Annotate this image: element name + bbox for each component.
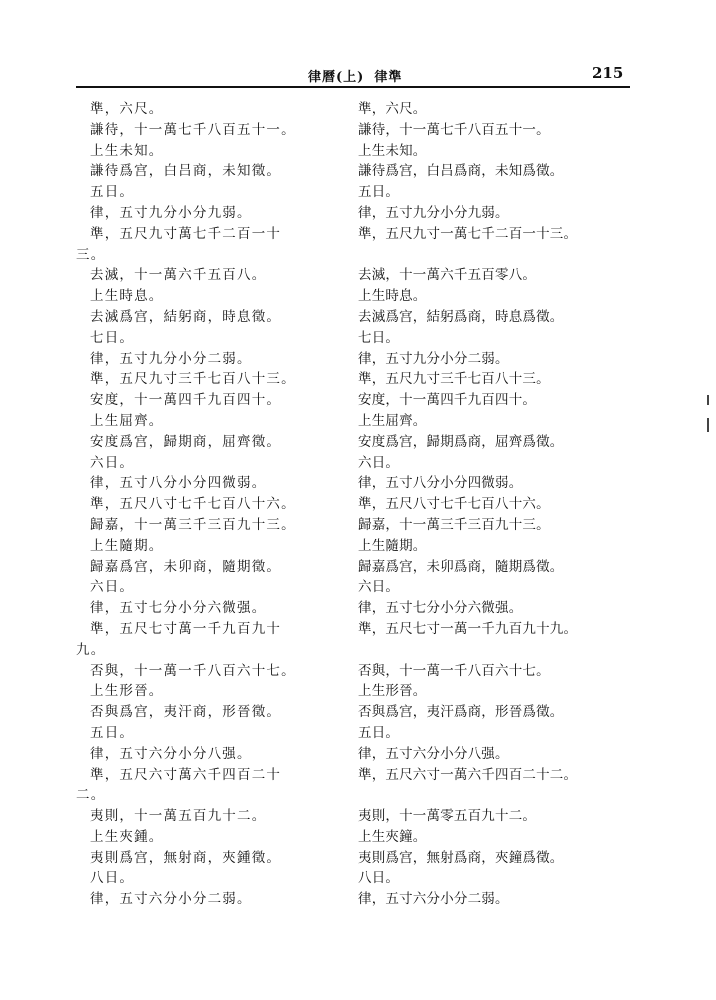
text-line: 謙待爲宫，白吕爲商，未知爲徵。 (358, 163, 564, 180)
text-line: 準，五尺九寸三千七百八十三。 (358, 371, 550, 388)
text-line: 八日。 (358, 870, 400, 887)
text-line: 上生屈齊。 (90, 412, 164, 429)
text-line: 上生隨期。 (90, 537, 164, 554)
text-line: 六日。 (358, 579, 400, 596)
chapter-title: 律曆(上) (308, 70, 365, 85)
text-line: 六日。 (90, 454, 135, 471)
text-line: 夷則，十一萬五百九十二。 (90, 808, 267, 825)
text-line: 夷則爲宫，無射爲商，夾鐘爲徵。 (358, 849, 564, 866)
text-line: 上生未知。 (358, 142, 427, 159)
text-line: 準，五尺七寸一萬一千九百九十九。 (358, 620, 578, 637)
text-line: 律，五寸九分小分九弱。 (90, 204, 252, 221)
text-line: 安度爲宫，歸期爲商，屈齊爲徵。 (358, 433, 564, 450)
text-line: 九。 (76, 641, 106, 658)
running-title (308, 66, 402, 85)
text-line: 否與，十一萬一千八百六十七。 (90, 662, 296, 679)
text-line: 歸嘉，十一萬三千三百九十三。 (90, 516, 296, 533)
text-line: 上生未知。 (90, 142, 164, 159)
text-line: 律，五寸七分小分六微强。 (358, 600, 523, 617)
text-line: 三。 (76, 246, 106, 263)
text-line: 上生夾鍾。 (90, 828, 164, 845)
text-line: 去滅爲宫，結躬爲商，時息爲徵。 (358, 308, 564, 325)
text-line: 準，五尺七寸萬一千九百九十 (90, 620, 282, 637)
text-line: 準，五尺六寸一萬六千四百二十二。 (358, 766, 578, 783)
text-line: 律，五寸八分小分四微弱。 (90, 475, 267, 492)
text-line: 上生隨期。 (358, 537, 427, 554)
text-line: 八日。 (90, 870, 135, 887)
text-line: 準，五尺八寸七千七百八十六。 (90, 496, 296, 513)
text-line: 五日。 (358, 724, 400, 741)
section-title: 律準 (374, 70, 403, 85)
text-line: 準，五尺六寸萬六千四百二十 (90, 766, 282, 783)
scan-edge-mark (707, 418, 709, 432)
text-line (358, 785, 638, 806)
text-line: 上生時息。 (90, 288, 164, 305)
text-line: 上生形晉。 (90, 683, 164, 700)
text-line: 二。 (76, 787, 106, 804)
text-line: 謙待，十一萬七千八百五十一。 (358, 121, 550, 138)
text-line: 律，五寸七分小分六微强。 (90, 600, 267, 617)
left-column-original-text (76, 99, 356, 910)
text-line: 準，五尺九寸一萬七千二百一十三。 (358, 225, 578, 242)
text-line: 律，五寸六分小分二弱。 (358, 891, 509, 908)
text-line: 謙待爲宫，白吕商，未知徵。 (90, 163, 282, 180)
text-line: 安度，十一萬四千九百四十。 (358, 392, 537, 409)
page-header (0, 0, 716, 90)
text-line: 上生形晉。 (358, 683, 427, 700)
text-line: 六日。 (90, 579, 135, 596)
text-line: 否與爲宫，夷汗商，形晉徵。 (90, 704, 282, 721)
text-line: 否與爲宫，夷汗爲商，形晉爲徵。 (358, 704, 564, 721)
text-line: 律，五寸九分小分二弱。 (90, 350, 252, 367)
text-line: 五日。 (90, 184, 135, 201)
text-line: 五日。 (358, 184, 400, 201)
text-line: 六日。 (358, 454, 400, 471)
text-line: 七日。 (358, 329, 400, 346)
text-line: 去滅爲宫，結躬商，時息徵。 (90, 308, 282, 325)
text-line: 準，五尺九寸三千七百八十三。 (90, 371, 296, 388)
text-line: 七日。 (90, 329, 135, 346)
text-line: 律，五寸九分小分二弱。 (358, 350, 509, 367)
text-line: 上生屈齊。 (358, 412, 427, 429)
text-line: 準，六尺。 (90, 101, 164, 117)
text-line: 律，五寸六分小分八强。 (358, 745, 509, 762)
text-line: 律，五寸九分小分九弱。 (358, 204, 509, 221)
text-line: 準，五尺八寸七千七百八十六。 (358, 496, 550, 513)
text-line: 夷則，十一萬零五百九十二。 (358, 808, 537, 825)
text-line: 夷則爲宫，無射商，夾鍾徵。 (90, 849, 282, 866)
text-line (358, 640, 638, 661)
text-line: 五日。 (90, 724, 135, 741)
text-line: 上生夾鐘。 (358, 828, 427, 845)
text-line: 準，六尺。 (358, 101, 427, 117)
right-column-normalized-text (358, 99, 638, 910)
text-line: 歸嘉，十一萬三千三百九十三。 (358, 516, 550, 533)
text-line (358, 245, 638, 266)
text-line: 上生時息。 (358, 288, 427, 305)
text-line: 否與，十一萬一千八百六十七。 (358, 662, 550, 679)
text-line: 歸嘉爲宫，未卯商，隨期徵。 (90, 558, 282, 575)
text-line: 去滅，十一萬六千五百八。 (90, 267, 267, 284)
text-line: 歸嘉爲宫，未卯爲商，隨期爲徵。 (358, 558, 564, 575)
text-line: 律，五寸六分小分八强。 (90, 745, 252, 762)
text-line: 謙待，十一萬七千八百五十一。 (90, 121, 296, 138)
text-line: 安度爲宫，歸期商，屈齊徵。 (90, 433, 282, 450)
text-line: 律，五寸六分小分二弱。 (90, 891, 252, 908)
header-rule (76, 86, 630, 88)
text-line: 去滅，十一萬六千五百零八。 (358, 267, 537, 284)
text-line: 準，五尺九寸萬七千二百一十 (90, 225, 282, 242)
page-number: 215 (592, 64, 624, 82)
text-line: 安度，十一萬四千九百四十。 (90, 392, 282, 409)
scan-edge-mark (707, 395, 709, 405)
text-line: 律，五寸八分小分四微弱。 (358, 475, 523, 492)
